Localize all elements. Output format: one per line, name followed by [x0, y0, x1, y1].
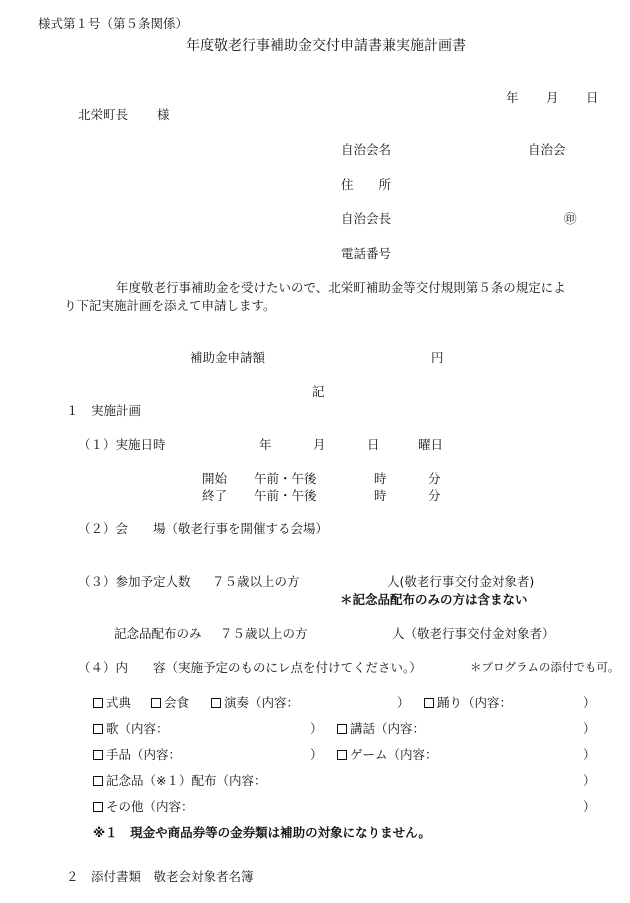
checkbox-kaishoku[interactable]: [151, 698, 161, 708]
option-uta[interactable]: 歌（内容：: [93, 721, 169, 737]
start-hour: 時: [374, 471, 387, 486]
sub3-note: ＊記念品配布のみの方は含まない: [340, 592, 528, 607]
amount-unit: 円: [431, 350, 444, 365]
option-odori[interactable]: 踊り（内容：: [424, 695, 512, 711]
odori-close: ）: [583, 695, 596, 710]
sub3-age: ７５歳以上の方: [212, 574, 300, 589]
checkbox-tejina[interactable]: [93, 750, 103, 760]
addressee-name: 北栄町長: [78, 107, 129, 122]
form-number: 様式第１号（第５条関係）: [38, 16, 189, 31]
address-label: 住 所: [341, 177, 392, 192]
ki-marker: 記: [312, 384, 325, 399]
assoc-name-label: 自治会名: [341, 142, 392, 157]
option-tejina[interactable]: 手品（内容：: [93, 747, 181, 763]
sub1-label: （１）実施日時: [78, 437, 166, 452]
sonota-close: ）: [583, 799, 596, 814]
addressee-honorific: 様: [157, 107, 170, 122]
checkbox-kouwa[interactable]: [337, 724, 347, 734]
sub1-month: 月: [313, 437, 326, 452]
end-ampm: 午前・午後: [254, 488, 317, 503]
checkbox-sonota[interactable]: [93, 802, 103, 812]
end-minute: 分: [428, 488, 441, 503]
option-game[interactable]: ゲーム（内容：: [337, 747, 438, 763]
kinenhin-close: ）: [583, 773, 596, 788]
amount-label: 補助金申請額: [190, 350, 266, 365]
kouwa-close: ）: [583, 721, 596, 736]
sub1-day: 日: [367, 437, 380, 452]
start-minute: 分: [428, 471, 441, 486]
ensou-close: ）: [397, 695, 410, 710]
intro-line-2: り下記実施計画を添えて申請します。: [64, 298, 276, 313]
gift-only-age: ７５歳以上の方: [220, 626, 308, 641]
date-day: 日: [586, 90, 599, 105]
sub4-note: ＊プログラムの添付でも可。: [470, 660, 620, 674]
phone-label: 電話番号: [341, 246, 392, 261]
section2-heading: ２ 添付書類 敬老会対象者名簿: [66, 869, 254, 884]
sub2-label: （２）会 場（敬老行事を開催する会場）: [78, 521, 329, 536]
sub1-weekday: 曜日: [418, 437, 444, 452]
page-title: 年度敬老行事補助金交付申請書兼実施計画書: [186, 38, 466, 54]
end-label: 終了: [202, 488, 228, 503]
assoc-suffix: 自治会: [528, 142, 566, 157]
date-year: 年: [506, 90, 519, 105]
option-kaishoku[interactable]: 会食: [151, 695, 189, 711]
gift-only-unit: 人（敬老行事交付金対象者）: [392, 626, 555, 641]
checkbox-ensou[interactable]: [211, 698, 221, 708]
checkbox-shikiten[interactable]: [93, 698, 103, 708]
sub4-label: （４）内 容（実施予定のものにレ点を付けてください。）: [78, 660, 422, 675]
head-label: 自治会長: [341, 211, 392, 226]
tejina-close: ）: [310, 747, 323, 762]
option-shikiten[interactable]: 式典: [93, 695, 131, 711]
option-ensou[interactable]: 演奏（内容：: [211, 695, 299, 711]
checkbox-odori[interactable]: [424, 698, 434, 708]
seal-mark: ㊞: [564, 211, 577, 226]
gift-only-label: 記念品配布のみ: [114, 626, 202, 641]
checkbox-kinenhin[interactable]: [93, 776, 103, 786]
option-sonota[interactable]: その他（内容：: [93, 799, 194, 815]
end-hour: 時: [374, 488, 387, 503]
option-kinenhin[interactable]: 記念品（※１）配布（内容：: [93, 773, 266, 789]
start-label: 開始: [202, 471, 228, 486]
option-kouwa[interactable]: 講話（内容：: [337, 721, 425, 737]
footnote: ※１ 現金や商品券等の金券類は補助の対象になりません。: [93, 825, 431, 840]
game-close: ）: [583, 747, 596, 762]
sub3-label: （３）参加予定人数: [78, 574, 191, 589]
checkbox-uta[interactable]: [93, 724, 103, 734]
checkbox-game[interactable]: [337, 750, 347, 760]
date-month: 月: [546, 90, 559, 105]
start-ampm: 午前・午後: [254, 471, 317, 486]
section1-heading: １ 実施計画: [66, 403, 142, 418]
sub3-unit: 人(敬老行事交付金対象者): [387, 574, 535, 589]
intro-line-1: 年度敬老行事補助金を受けたいので、北栄町補助金等交付規則第５条の規定によ: [116, 280, 566, 295]
sub1-year: 年: [259, 437, 272, 452]
uta-close: ）: [310, 721, 323, 736]
